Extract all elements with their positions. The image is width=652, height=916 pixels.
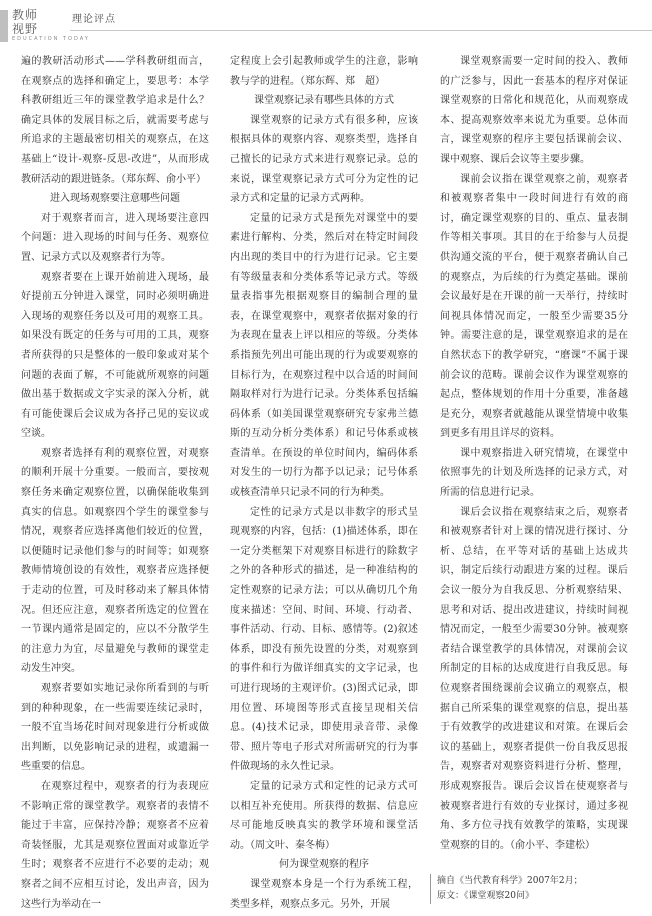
paragraph: 观察者要如实地记录你所看到的与听到的种种现象，在一些需要连续记录时，一般不宜当场花时间对现象进行分析或做出判断，以免影响记录的进程，或遗漏一些重要的信息。	[21, 683, 209, 773]
text-column-1	[21, 52, 209, 914]
logo-line-2: 视野	[12, 22, 39, 36]
page-header	[0, 0, 652, 48]
paragraph: 课后会议指在观察结束之后，观察者和被观察者针对上课的情况进行探讨、分析、总结，在平等对话的基础上达成共识，制定后续行动跟进方案的过程。课后会议一般分为自我反思、分析观察结果、思考和对话、提出改进建议，持续时间视情况而定，一般至少需要30分钟。被观察者结合课堂教学的具体情况，对课前会议所制定的目标的达成度进行自我反思。每位观察者围绕课前会议确立的观察点，根据自己所采集的课堂观察的信息，提出基于有效教学的改进建议和对策。在课后会议的基础上，观察者提供一份自我反思报告，观察者对观察资料进行分析、整理，形成观察报告。课后会议旨在使观察者与被观察者进行有效的专业探讨，通过多视角、多方位寻找有效教学的策略，实现课堂观察的目的。（俞小平、李建松）	[440, 506, 628, 851]
logo-line-1: 教师	[12, 8, 39, 22]
source-line-1: 摘自《当代教育科学》2007年2月；	[437, 876, 583, 886]
section-heading: 进入现场观察要注意哪些问题	[50, 193, 180, 205]
header-accent-bar	[0, 10, 8, 42]
section-heading: 课堂观察记录有哪些具体的方式	[254, 95, 394, 107]
paragraph: 课堂观察需要一定时间的投入、教师的广泛参与，因此一套基本的程序对保证课堂观察的日常化和规范化，从而观察成本、提高观察效率来说尤为重要。总体而言，课堂观察的程序主要包括课前会议、课中观察、课后会议等主要步骤。	[440, 56, 628, 165]
paragraph: 观察者要在上课开始前进入现场，最好提前五分钟进入课堂，同时必须明确进入现场的观察任务以及可用的观察工具。如果没有既定的任务与可用的工具，观察者所获得的只是整体的一般印象或对某个问题的表面了解，不可能就所观察的问题做出基于数据或文字实录的深入分析，就有可能使课后会议成为各抒己见的妄议或空谈。	[21, 271, 209, 440]
paragraph: 定性的记录方式是以非数字的形式呈现观察的内容，包括：(1)描述体系，即在一定分类框架下对观察目标进行的除数字之外的各种形式的描述，是一种准结构的定性观察的记录方法；可以从确切几个角度来描述：空间、时间、环境、行动者、事件活动、行动、目标、感情等。(2)叙述体系，即没有预先设置的分类，对观察到的事件和行为做详细真实的文字记录，也可进行现场的主观评价。(3)图式记录，即用位置、环境图等形式直接呈现相关信息。(4)技术记录，即使用录音带、录像带、照片等电子形式对所需研究的行为事件做现场的永久性记录。	[230, 506, 418, 773]
section-title: 理论评点	[72, 14, 116, 25]
column-logo	[12, 9, 68, 35]
paragraph: 在观察过程中，观察者的行为表现应不影响正常的课堂教学。观察者的表情不能过于丰富，应保持冷静；观察者不应着奇装怪服，尤其是观察位置面对或靠近学生时；观察者不应进行不必要的走动；观察者之间不应相互讨论，发出声音，因为这些行为举动在一	[21, 780, 209, 910]
text-column-3	[440, 52, 628, 855]
paragraph: 课堂观察的记录方式有很多种，应该根据具体的观察内容、观察类型，选择自己擅长的记录方式来进行观察记录。总的来说，课堂观察记录方式可分为定性的记录方式和定量的记录方式两种。	[230, 114, 418, 205]
paragraph: 课中观察指进入研究情境，在课堂中依照事先的计划及所选择的记录方式，对所需的信息进行记录。	[440, 447, 628, 499]
header-rule	[70, 30, 652, 31]
text-column-2	[230, 52, 418, 914]
section-heading: 何为课堂观察的程序	[279, 859, 369, 871]
paragraph: 课堂观察本身是一个行为系统工程，类型多样，观察点多元。另外，开展	[230, 878, 418, 910]
source-line-2: 原文：《课堂观察20问》	[437, 891, 534, 901]
paragraph: 对于观察者而言，进入现场要注意四个问题：进入现场的时间与任务、观察位置、记录方式以及观察者行为等。	[21, 212, 209, 263]
paragraph: 课前会议指在课堂观察之前，观察者和被观察者集中一段时间进行有效的商讨，确定课堂观察的目的、重点、量表制作等相关事项。其目的在于给参与人员提供沟通交流的平台，便于观察者确认自己的观察点，为后续的行为奠定基础。课前会议最好是在开课的前一天举行，持续时间视具体情况而定，一般至少需要35分钟。需要注意的是，课堂观察追求的是在自然状态下的教学研究，“磨课”不属于课前会议的范畴。课前会议作为课堂观察的起点，整体规划的作用十分重要，准备越是充分，观察者就越能从课堂情境中收集到更多有用且详尽的资料。	[440, 173, 628, 440]
paragraph: 定量的记录方式是预先对课堂中的要素进行解构、分类，然后对在特定时间段内出现的类目中的行为进行记录。它主要有等级量表和分类体系等记录方式。等级量表指事先根据观察目的编制合理的量表，在课堂观察中，观察者依据对象的行为表现在量表上评以相应的等级。分类体系指预先列出可能出现的行为或要观察的目标行为，在观察过程中以合适的时间间隔取样对行为进行记录。分类体系包括编码体系（如美国课堂观察研究专家弗兰德斯的互动分析分类体系）和记号体系或核查清单。在预设的单位时间内，编码体系对发生的一切行为都予以记录；记号体系或核查清单只记录不同的行为种类。	[230, 212, 418, 499]
logo-english: EDUCATION TODAY	[12, 36, 90, 42]
paragraph: 定量的记录方式和定性的记录方式可以相互补充使用。所获得的数据、信息应尽可能地反映真实的教学环境和课堂活动。（周文叶、秦冬梅）	[230, 780, 418, 851]
paragraph: 定程度上会引起教师或学生的注意，影响教与学的进程。（郑东辉、郑 超）	[230, 56, 418, 87]
source-citation	[430, 874, 652, 904]
paragraph: 遍的教研活动形式——学科教研组而言，在观察点的选择和确定上，要思考：本学科教研组近三年的课堂教学追求是什么？确定具体的发展目标之后，就需要考虑与所追求的主题最密切相关的观察点，在这基础上“设计-观察-反思-改进”，从而形成教研活动的跟进链条。（郑东辉、俞小平）	[21, 56, 209, 185]
paragraph: 观察者选择有利的观察位置，对观察的顺利开展十分重要。一般而言，要按观察任务来确定观察位置，以确保能收集到真实的信息。如观察四个学生的课堂参与情况，观察者应选择离他们较近的位置，以便随时记录他们参与的时间等；如观察教师情境创设的有效性，观察者应选择便于走动的位置，可及时移动来了解具体情况。但还应注意，观察者所选定的位置在一节课内通常是固定的，应以不分散学生的注意力为宜，尽量避免与教师的课堂走动发生冲突。	[21, 447, 209, 675]
